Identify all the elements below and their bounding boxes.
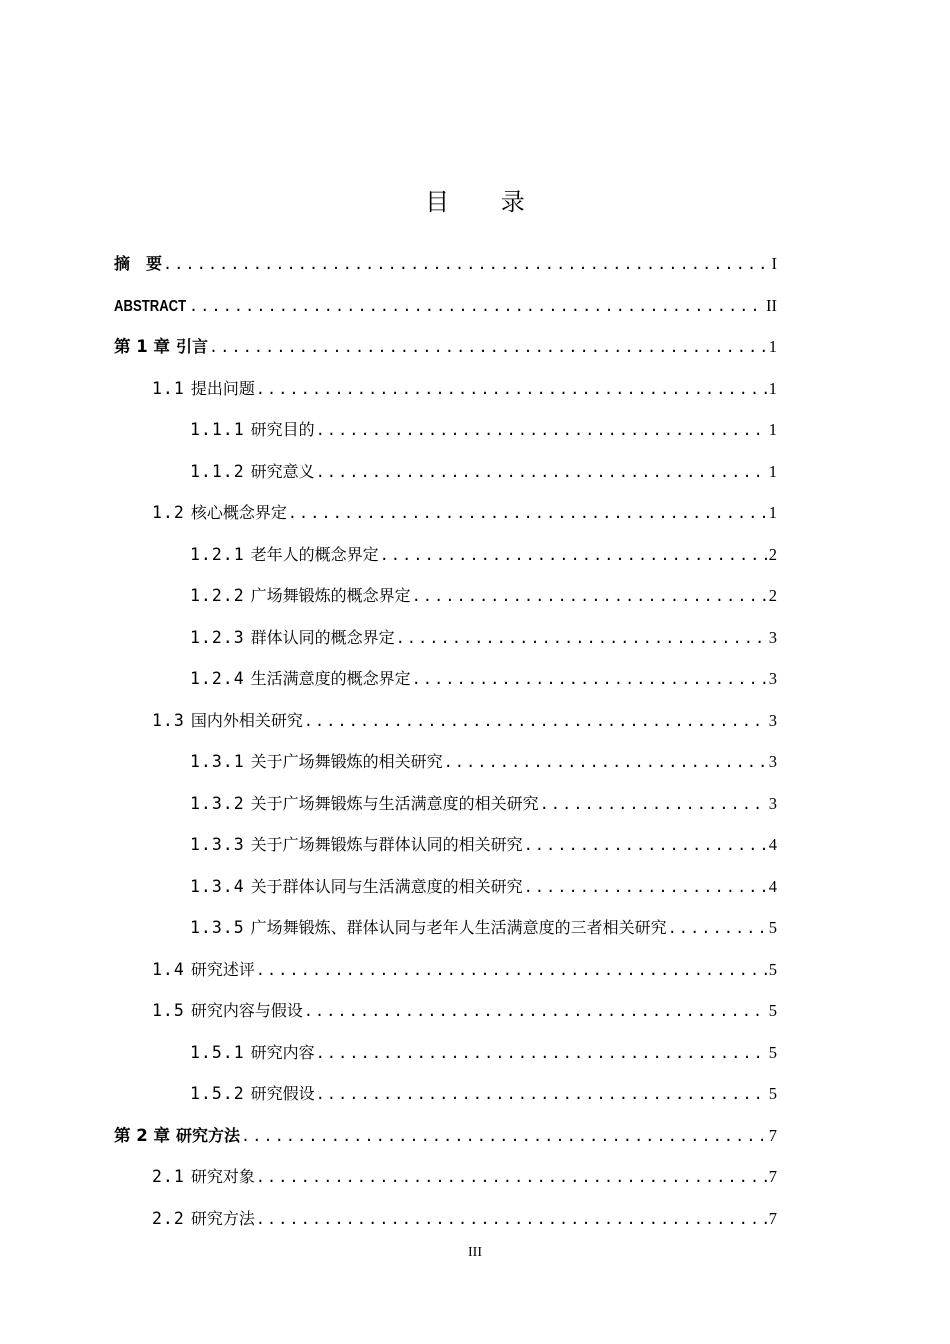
- toc-entry-number: 1.5.2: [190, 1084, 245, 1103]
- toc-entry-number: 1.1.2: [190, 461, 245, 481]
- toc-entry-label: 研究方法: [190, 1208, 255, 1228]
- toc-entry-number: 第 2 章: [114, 1125, 170, 1145]
- toc-entry-number: 1.2.1: [190, 544, 245, 564]
- toc-entry[interactable]: [114, 1032, 777, 1074]
- dot-leader: [524, 867, 767, 909]
- toc-entry-label: 关于广场舞锻炼与群体认同的相关研究: [250, 835, 523, 854]
- toc-entry-page: 2: [768, 586, 777, 605]
- toc-entry-page: 1: [768, 503, 777, 522]
- toc-entry-number: 第 1 章: [114, 337, 170, 356]
- toc-entry-page: 3: [768, 793, 777, 813]
- toc-entry-number: 2.1: [152, 1167, 185, 1186]
- toc-entry-page: 3: [768, 710, 777, 730]
- toc-entry-number: 1.2.4: [190, 669, 245, 688]
- toc-entry-number: 1.5.1: [190, 1042, 245, 1062]
- dot-leader: [540, 784, 767, 826]
- dot-leader: [241, 1116, 767, 1158]
- toc-entry-label: 引言: [175, 337, 208, 356]
- toc-entry[interactable]: [114, 451, 777, 493]
- toc-entry[interactable]: [114, 1073, 777, 1115]
- toc-entry-label: 关于广场舞锻炼与生活满意度的相关研究: [250, 793, 539, 813]
- toc-entry[interactable]: [114, 907, 777, 949]
- toc-entry-number: 1.3.3: [190, 835, 245, 854]
- toc-entry-page: 7: [768, 1208, 777, 1228]
- toc-entry-label: 摘 要: [114, 254, 163, 273]
- toc-entry-label: 研究假设: [250, 1084, 315, 1103]
- toc-entry[interactable]: [114, 368, 777, 410]
- toc-entry[interactable]: [114, 326, 777, 368]
- toc-entry-label: 核心概念界定: [190, 503, 287, 522]
- toc-entry-number: 1.3.2: [190, 793, 245, 813]
- dot-leader: [524, 825, 767, 867]
- toc-entry-page: 1: [768, 420, 777, 439]
- table-of-contents: [114, 243, 777, 1239]
- toc-entry-page: 7: [768, 1167, 777, 1186]
- toc-entry-label: ABSTRACT: [114, 297, 187, 315]
- toc-entry[interactable]: [114, 1198, 777, 1240]
- toc-entry-label: 群体认同的概念界定: [250, 627, 395, 647]
- toc-entry-page: 1: [768, 378, 777, 398]
- toc-entry[interactable]: [114, 409, 777, 451]
- toc-entry-page: 3: [768, 627, 777, 647]
- toc-entry-number: 1.2.3: [190, 627, 245, 647]
- toc-entry-number: 1.3.5: [190, 918, 245, 937]
- toc-entry-page: 1: [768, 337, 777, 356]
- dot-leader: [304, 701, 767, 743]
- dot-leader: [316, 410, 767, 452]
- toc-entry-number: 1.4: [152, 959, 185, 979]
- toc-entry[interactable]: [114, 1156, 777, 1198]
- dot-leader: [412, 659, 767, 701]
- toc-entry-number: 1.5: [152, 1001, 185, 1020]
- toc-entry-page: 5: [768, 918, 777, 937]
- dot-leader: [444, 742, 767, 784]
- toc-entry-label: 研究内容与假设: [190, 1001, 303, 1020]
- toc-entry[interactable]: [114, 866, 777, 908]
- toc-entry-page: 1: [768, 461, 777, 481]
- toc-entry-label: 老年人的概念界定: [250, 544, 379, 564]
- toc-entry-label: 广场舞锻炼、群体认同与老年人生活满意度的三者相关研究: [250, 918, 667, 937]
- toc-entry[interactable]: [114, 949, 777, 991]
- dot-leader: [209, 327, 767, 369]
- toc-entry-label: 国内外相关研究: [190, 710, 303, 730]
- toc-entry[interactable]: [114, 534, 777, 576]
- toc-entry-page: 2: [768, 544, 777, 564]
- dot-leader: [256, 1157, 767, 1199]
- toc-entry-page: 5: [768, 1042, 777, 1062]
- toc-entry[interactable]: [114, 492, 777, 534]
- toc-entry-page: 3: [768, 669, 777, 688]
- toc-entry-number: 1.3: [152, 710, 185, 730]
- toc-entry-number: 1.3.1: [190, 752, 245, 771]
- toc-entry[interactable]: [114, 285, 777, 327]
- toc-entry-page: 3: [768, 752, 777, 771]
- toc-entry-number: 1.1.1: [190, 420, 245, 439]
- toc-entry-number: 1.1: [152, 378, 185, 398]
- toc-entry[interactable]: [114, 575, 777, 617]
- dot-leader: [256, 1199, 767, 1241]
- toc-entry-label: 研究目的: [250, 420, 315, 439]
- page-title: 目 录: [425, 188, 547, 216]
- toc-entry[interactable]: [114, 658, 777, 700]
- toc-entry[interactable]: [114, 1115, 777, 1157]
- toc-entry-page: 5: [768, 1084, 777, 1103]
- toc-entry[interactable]: [114, 741, 777, 783]
- toc-entry-label: 生活满意度的概念界定: [250, 669, 411, 688]
- toc-entry-number: 1.2: [152, 503, 185, 522]
- dot-leader: [668, 908, 767, 950]
- page-number-footer: III: [468, 1245, 482, 1260]
- dot-leader: [256, 369, 767, 411]
- toc-entry-number: 2.2: [152, 1208, 185, 1228]
- toc-entry-label: 研究内容: [250, 1042, 315, 1062]
- toc-entry-label: 广场舞锻炼的概念界定: [250, 586, 411, 605]
- dot-leader: [380, 535, 767, 577]
- toc-entry-label: 研究方法: [175, 1125, 240, 1145]
- toc-entry[interactable]: [114, 990, 777, 1032]
- toc-entry-label: 关于广场舞锻炼的相关研究: [250, 752, 443, 771]
- dot-leader: [316, 1033, 767, 1075]
- toc-entry[interactable]: [114, 243, 777, 285]
- toc-entry[interactable]: [114, 700, 777, 742]
- dot-leader: [396, 618, 767, 660]
- toc-entry-page: 7: [768, 1125, 777, 1145]
- toc-entry-label: 提出问题: [190, 378, 255, 398]
- toc-entry-label: 关于群体认同与生活满意度的相关研究: [250, 876, 523, 896]
- toc-entry[interactable]: [114, 617, 777, 659]
- toc-entry-page: 5: [768, 1001, 777, 1020]
- toc-entry[interactable]: [114, 783, 777, 825]
- dot-leader: [288, 493, 767, 535]
- toc-entry[interactable]: [114, 824, 777, 866]
- toc-entry-label: 研究意义: [250, 461, 315, 481]
- dot-leader: [163, 244, 767, 286]
- dot-leader: [412, 576, 767, 618]
- toc-entry-page: II: [766, 295, 777, 315]
- dot-leader: [316, 1074, 767, 1116]
- dot-leader: [189, 286, 764, 328]
- toc-entry-page: 4: [768, 835, 777, 854]
- toc-entry-label: 研究述评: [190, 959, 255, 979]
- toc-entry-page: 5: [768, 959, 777, 979]
- toc-entry-label: 研究对象: [190, 1167, 255, 1186]
- dot-leader: [316, 452, 767, 494]
- dot-leader: [256, 950, 767, 992]
- toc-entry-number: 1.3.4: [190, 876, 245, 896]
- dot-leader: [304, 991, 767, 1033]
- toc-entry-page: 4: [768, 876, 777, 896]
- toc-entry-number: 1.2.2: [190, 586, 245, 605]
- toc-entry-page: I: [771, 254, 777, 273]
